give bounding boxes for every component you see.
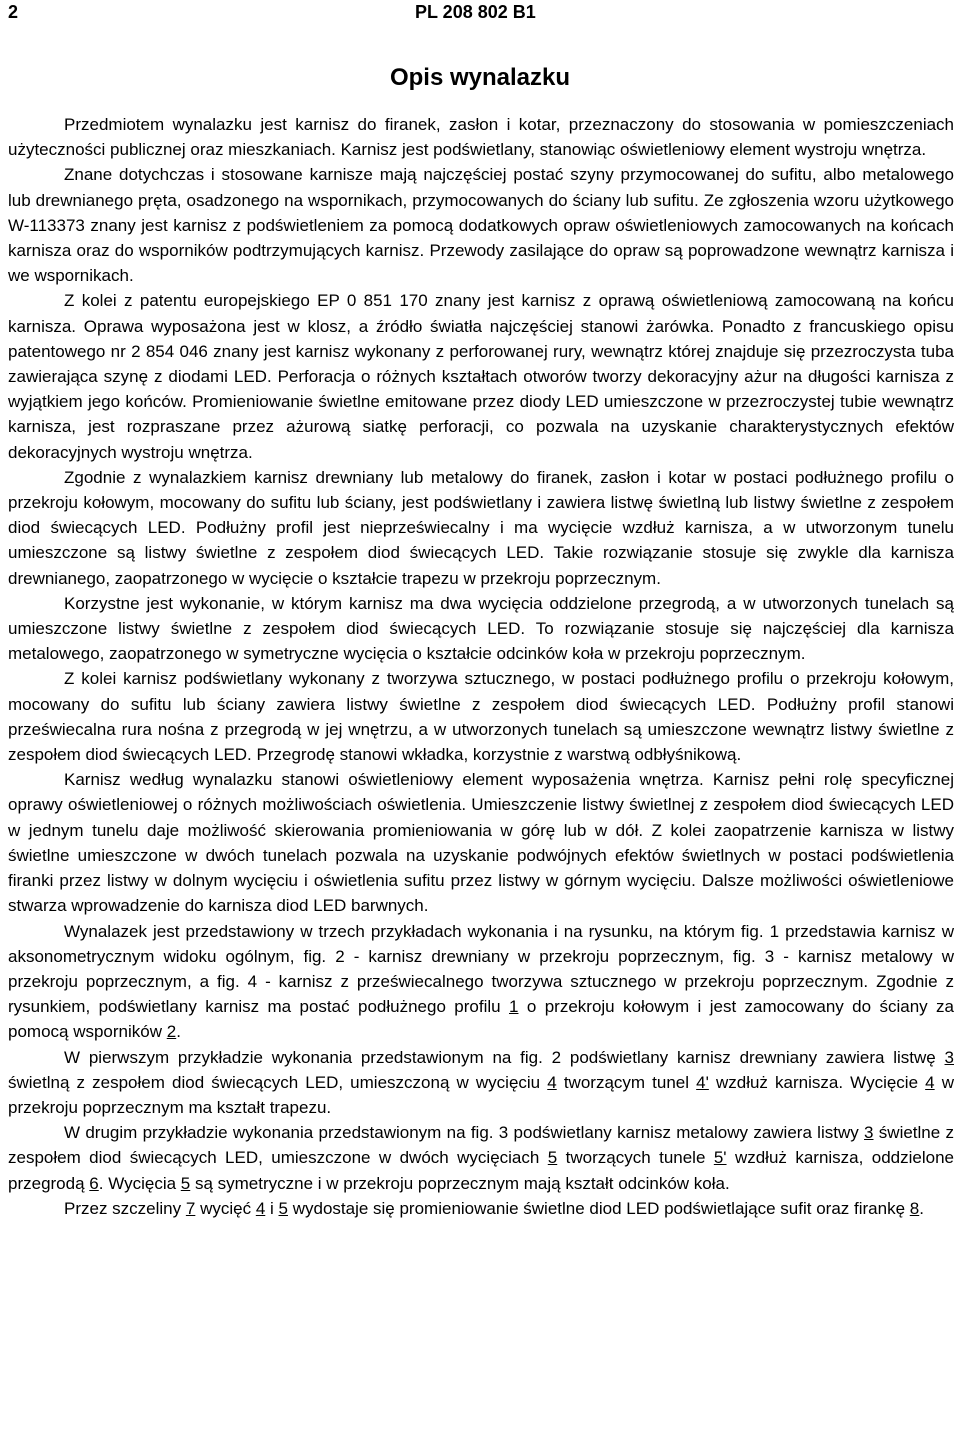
paragraph-example-1 — [8, 1045, 954, 1121]
text-run: o przekroju kołowym i jest zamocowany do ściany za pomocą wsporników — [8, 997, 955, 1042]
reference-numeral: 1 — [509, 997, 519, 1017]
reference-numeral: 5 — [278, 1198, 288, 1218]
paragraph: Przedmiotem wynalazku jest karnisz do firanek, zasłon i kotar, przeznaczony do stosowania w pomieszczeniach użyteczności publicznej oraz mieszkaniach. Karnisz jest podświetlany, stanowiąc oświetleniowy element wystroju wnętrza. — [8, 115, 954, 160]
patent-id: PL 208 802 B1 — [415, 2, 536, 22]
reference-numeral: 4 — [255, 1198, 266, 1218]
reference-numeral: 4 — [547, 1072, 557, 1092]
text-run: W pierwszym przykładzie wykonania przedstawionym na fig. 2 podświetlany karnisz drewniany zawiera listwę — [64, 1047, 945, 1067]
text-run: wzdłuż karnisza. Wycięcie — [708, 1072, 926, 1092]
reference-numeral: 5' — [713, 1148, 727, 1168]
page-number: 2 — [8, 2, 19, 22]
paragraph-figures — [8, 919, 954, 1045]
reference-numeral: 4 — [925, 1072, 935, 1092]
text-run: wydostaje się promieniowanie świetlne diod LED podświetlające sufit oraz firankę — [287, 1198, 910, 1218]
page-header — [0, 0, 960, 30]
reference-numeral: 8 — [909, 1198, 920, 1218]
paragraph: Karnisz według wynalazku stanowi oświetleniowy element wyposażenia wnętrza. Karnisz pełni rolę specyficznej oprawy oświetleniowej o różnych możliwościach oświetlenia. Umieszczenie listwy świetlnej z zespołem diod świecących LED w jednym tunelu daje możliwość skierowania promieniowania w górę lub w dół. Z kolei zaopatrzenie karnisza w listwy świetlne umieszczone w dwóch tunelach pozwala na uzyskanie podwójnych efektów świetlnych w postaci podświetlenia firanki przez listwy w dolnym wycięciu i oświetlenia sufitu przez listwy w górnym wycięciu. Dalsze możliwości oświetleniowe stwarza wprowadzenie do karnisza diod LED barwnych. — [8, 770, 954, 916]
text-run: tworzących tunele — [557, 1148, 714, 1168]
text-run: wycięć — [195, 1198, 256, 1218]
text-run: . — [919, 1198, 924, 1218]
reference-numeral: 3 — [944, 1047, 954, 1067]
text-run: są symetryczne i w przekroju poprzecznym mają kształt odcinków koła. — [190, 1173, 730, 1193]
text-run: i — [265, 1198, 279, 1218]
paragraph-example-2 — [8, 1120, 954, 1196]
text-run: wzdłuż karnisza, oddzielone przegrodą — [8, 1148, 955, 1193]
document-title: Opis wynalazku — [389, 64, 571, 91]
paragraph: Zgodnie z wynalazkiem karnisz drewniany lub metalowy do firanek, zasłon i kotar w postaci podłużnego profilu o przekroju kołowym, mocowany do sufitu lub ściany, jest podświetlany i zawiera listwę świetlną lub listwy świetlne z zespołem diod świecących LED. Podłużny profil jest nieprzeświecalny i ma wycięcie wzdłuż karnisza, a w utworzonym tunelu umieszczone są listwy świetlne z zespołem diod świecących LED. Takie rozwiązanie stosuje się zwykle dla karnisza drewnianego, zaopatrzonego w wycięcie o kształcie trapezu w przekroju poprzecznym. — [8, 467, 954, 588]
reference-numeral: 4' — [696, 1072, 709, 1092]
reference-numeral: 5 — [547, 1148, 558, 1168]
reference-numeral: 5 — [180, 1173, 191, 1193]
text-run: . — [176, 1022, 181, 1042]
reference-numeral: 3 — [864, 1123, 874, 1143]
text-run: . Wycięcia — [98, 1173, 181, 1193]
paragraph: Z kolei karnisz podświetlany wykonany z tworzywa sztucznego, w postaci podłużnego profilu o przekroju kołowym, mocowany do sufitu lub ściany zawiera listwy świetlne z zespołem diod świecących LED. Podłużny profil stanowi przeświecalna rura nośna z przegrodą w jej wnętrzu, a w utworzonych tunelach są umieszczone wewnątrz listwy świetlne z zespołem diod świecących LED. Przegrodę stanowi wkładka, korzystnie z warstwą odbłyśnikową. — [8, 669, 954, 765]
reference-numeral: 6 — [89, 1173, 99, 1193]
text-run: świetlne z zespołem diod świecących LED, umieszczone w dwóch wycięciach — [8, 1123, 954, 1168]
text-run: Wynalazek jest przedstawiony w trzech przykładach wykonania i na rysunku, na którym fig. 1 przedstawia karnisz w aksonometrycznym widoku ogólnym, fig. 2 - karnisz drewniany w przekroju poprzecznym, fig. 3 - karnisz metalowy w przekroju poprzecznym, a fig. 4 - karnisz z przeświecalnego tworzywa sztucznego w przekroju poprzecznym. Zgodnie z rysunkiem, podświetlany karnisz ma postać podłużnego profilu — [8, 921, 954, 1017]
reference-numeral: 7 — [185, 1198, 196, 1218]
paragraph-slots — [8, 1196, 954, 1221]
paragraph: Znane dotychczas i stosowane karnisze mają najczęściej postać szyny przymocowanej do sufitu, albo metalowego lub drewnianego pręta, osadzonego na wspornikach, przymocowanych do ściany lub sufitu. Ze zgłoszenia wzoru użytkowego W-113373 znany jest karnisz z podświetleniem za pomocą dodatkowych opraw oświetleniowych zamocowanych na końcach karnisza oraz do wsporników podtrzymujących karnisz. Przewody zasilające do opraw są poprowadzone wewnątrz karnisza i we wspornikach. — [8, 165, 954, 286]
paragraph: Korzystne jest wykonanie, w którym karnisz ma dwa wycięcia oddzielone przegrodą, a w utworzonych tunelach są umieszczone listwy świetlne z zespołem diod świecących LED. To rozwiązanie stosuje się najczęściej dla karnisza metalowego, zaopatrzonego w symetryczne wycięcia o kształcie odcinków koła w przekroju poprzecznym. — [8, 593, 954, 664]
text-run: w przekroju poprzecznym ma kształt trapezu. — [8, 1072, 955, 1117]
reference-numeral: 2 — [166, 1022, 177, 1042]
document-body — [8, 112, 954, 1221]
text-run: świetlną z zespołem diod świecących LED, umieszczoną w wycięciu — [8, 1072, 548, 1092]
paragraph: Z kolei z patentu europejskiego EP 0 851 170 znany jest karnisz z oprawą oświetleniową zamocowaną na końcu karnisza. Oprawa wyposażona jest w klosz, a źródło światła najczęściej stanowi żarówka. Ponadto z francuskiego opisu patentowego nr 2 854 046 znany jest karnisz wykonany z perforowanej rury, wewnątrz której znajduje się przezroczysta tuba zawierająca szynę z diodami LED. Perforacja o różnych kształtach otworów tworzy dekoracyjny ażur na długości karnisza z wyjątkiem jego końców. Promieniowanie świetlne emitowane przez diody LED umieszczone w przezroczystej tubie wewnątrz karnisza, jest rozpraszane przez ażurową siatkę perforacji, co pozwala na uzyskanie charakterystycznych efektów dekoracyjnych wystroju wnętrza. — [8, 291, 954, 462]
text-run: Przez szczeliny — [64, 1198, 186, 1218]
text-run: tworzącym tunel — [556, 1072, 697, 1092]
text-run: W drugim przykładzie wykonania przedstawionym na fig. 3 podświetlany karnisz metalowy zawiera listwy — [64, 1123, 865, 1143]
